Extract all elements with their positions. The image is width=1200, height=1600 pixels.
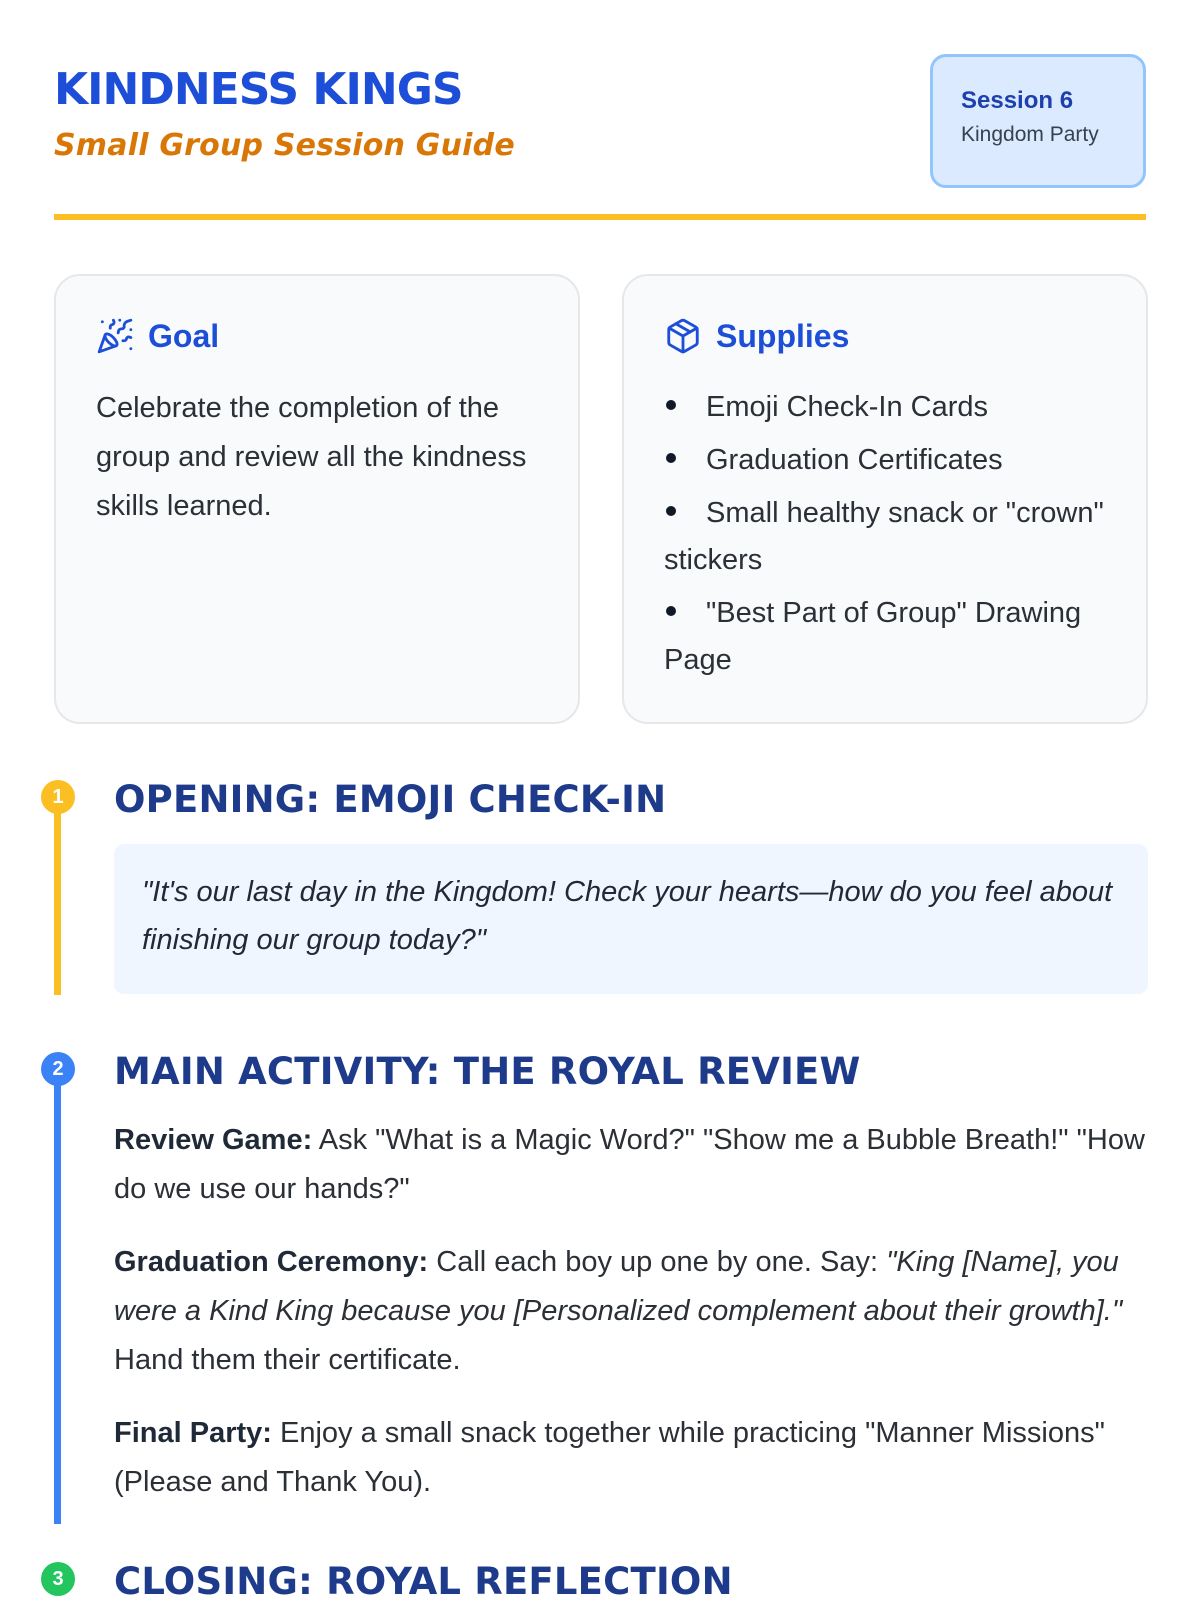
goal-card (54, 274, 580, 724)
bullet-icon (666, 606, 676, 616)
step-badge: 2 (41, 1052, 75, 1086)
opening-quote: "It's our last day in the Kingdom! Check your hearts—how do you feel about finishing our group today?" (114, 844, 1148, 994)
package-icon (664, 317, 702, 355)
goal-card-header (96, 314, 538, 358)
supply-item-text: "Best Part of Group" Drawing Page (664, 597, 1082, 676)
paragraph-text: Enjoy a small snack together while practicing "Manner Missions" (Please and Thank You). (114, 1417, 1105, 1498)
supply-item-text: Graduation Certificates (706, 444, 1003, 476)
paragraph-label: Final Party: (114, 1417, 272, 1449)
paragraph-quote: "King [Name], you were a Kind King because you [Personalized complement about their growth]." (114, 1246, 1123, 1327)
goal-title: Goal (148, 317, 220, 354)
bullet-icon (666, 400, 676, 410)
section-opening (54, 780, 1148, 995)
timeline-rail (54, 1068, 61, 1524)
goal-text: Celebrate the completion of the group and review all the kindness skills learned. (96, 392, 527, 522)
supply-item-text: Emoji Check-In Cards (706, 391, 989, 423)
section-closing (54, 1562, 1148, 1600)
bullet-icon (666, 453, 676, 463)
review-game-paragraph (114, 1116, 1154, 1214)
page-header (54, 0, 1146, 220)
list-item (664, 384, 1106, 431)
step-badge: 3 (41, 1562, 75, 1596)
info-cards (54, 274, 1148, 724)
list-item (664, 490, 1106, 584)
session-name: Kingdom Party (961, 123, 1099, 146)
paragraph-label: Review Game: (114, 1124, 313, 1156)
supplies-card (622, 274, 1148, 724)
supplies-card-header (664, 314, 1106, 358)
section-title: OPENING: EMOJI CHECK-IN (114, 778, 667, 821)
party-popper-icon (96, 317, 134, 355)
supplies-title: Supplies (716, 317, 850, 354)
graduation-ceremony-paragraph (114, 1238, 1154, 1385)
page-title: KINDNESS KINGS (54, 64, 463, 115)
session-number: Session 6 (961, 87, 1074, 114)
section-title: CLOSING: ROYAL REFLECTION (114, 1560, 733, 1600)
section-main-activity (54, 1052, 1148, 1510)
section-title: MAIN ACTIVITY: THE ROYAL REVIEW (114, 1050, 861, 1093)
final-party-paragraph (114, 1409, 1154, 1507)
bullet-icon (666, 506, 676, 516)
section-body (114, 1116, 1154, 1531)
paragraph-tail: Hand them their certificate. (114, 1344, 461, 1376)
page-subtitle: Small Group Session Guide (54, 128, 515, 163)
supply-item-text: Small healthy snack or "crown" stickers (664, 497, 1104, 576)
list-item (664, 590, 1106, 684)
list-item (664, 437, 1106, 484)
paragraph-text: Call each boy up one by one. Say: (428, 1246, 887, 1278)
timeline-rail (54, 796, 61, 995)
paragraph-text: Ask "What is a Magic Word?" "Show me a Bubble Breath!" "How do we use our hands?" (114, 1124, 1145, 1205)
paragraph-label: Graduation Ceremony: (114, 1246, 429, 1278)
step-badge: 1 (41, 780, 75, 814)
supplies-list (664, 384, 1106, 684)
session-badge (930, 54, 1146, 188)
